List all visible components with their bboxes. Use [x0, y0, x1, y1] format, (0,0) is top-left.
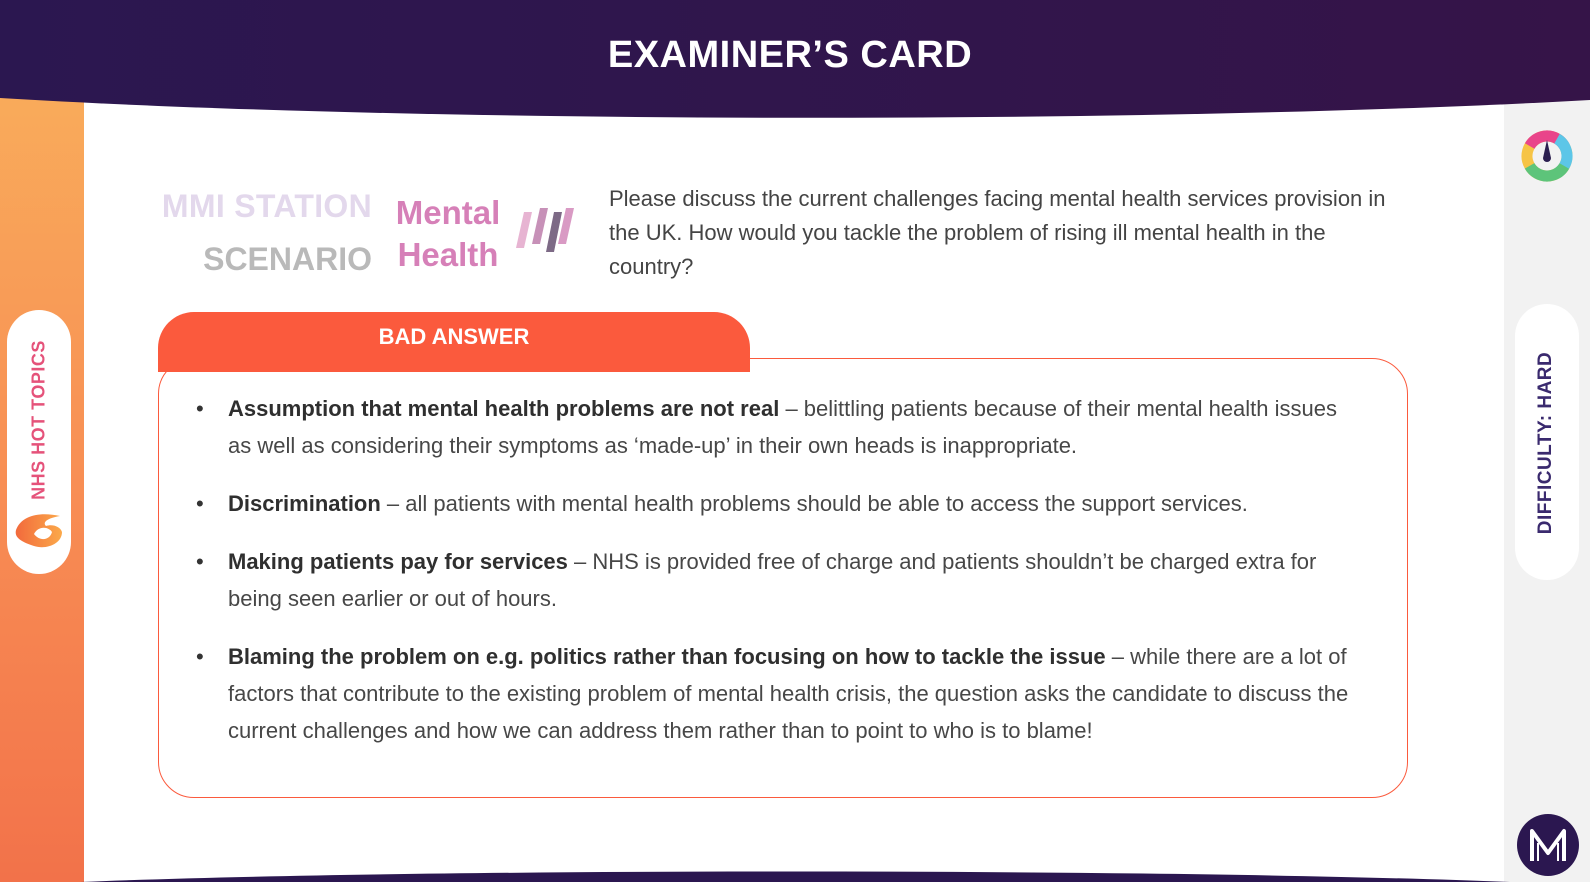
- item-text: – NHS is provided free of charge and patients shouldn’t be charged extra for being seen earlier or out of hours.: [228, 549, 1317, 611]
- scenario-label: SCENARIO: [203, 241, 372, 277]
- topic-line-1: Mental: [395, 194, 501, 231]
- list-item: [194, 638, 1354, 749]
- topic-line-2: Health: [397, 236, 499, 273]
- item-text: – all patients with mental health problems should be able to access the support services.: [380, 491, 1248, 516]
- item-text: – while there are a lot of factors that contribute to the existing problem of mental health crisis, the question asks the candidate to discuss the current challenges and how we can address them rather than to point to who is to blame!: [228, 644, 1349, 743]
- question-text: Please discuss the current challenges facing mental health services provision in the UK. How would you tackle the problem of rising ill mental health in the country?: [609, 186, 1386, 279]
- item-heading: Making patients pay for services: [228, 549, 568, 574]
- header-banner: [0, 0, 1590, 120]
- list-item: [194, 543, 1354, 617]
- category-label: NHS HOT TOPICS: [28, 340, 49, 500]
- item-heading: Assumption that mental health problems are not real: [228, 396, 780, 421]
- topic-label: [392, 192, 504, 276]
- list-item: [194, 485, 1354, 522]
- gauge-icon: [1519, 128, 1575, 184]
- page-title: EXAMINER’S CARD: [607, 34, 973, 76]
- item-heading: Discrimination: [228, 491, 381, 516]
- item-heading: Blaming the problem on e.g. politics rather than focusing on how to tackle the issue: [228, 644, 1106, 669]
- list-item: [194, 390, 1354, 464]
- difficulty-label: DIFFICULTY: HARD: [1535, 351, 1556, 535]
- stripes-icon: [516, 204, 574, 256]
- flame-icon: [12, 510, 66, 550]
- station-label: MMI STATION: [161, 188, 372, 224]
- answer-label: BAD ANSWER: [378, 324, 530, 349]
- item-text: – belittling patients because of their mental health issues as well as considering their symptoms as ‘made-up’ in their own heads is inappropriate.: [228, 396, 1337, 458]
- footer-wave: [0, 852, 1590, 882]
- answer-list: [194, 390, 1354, 770]
- m-logo-icon: [1516, 813, 1580, 877]
